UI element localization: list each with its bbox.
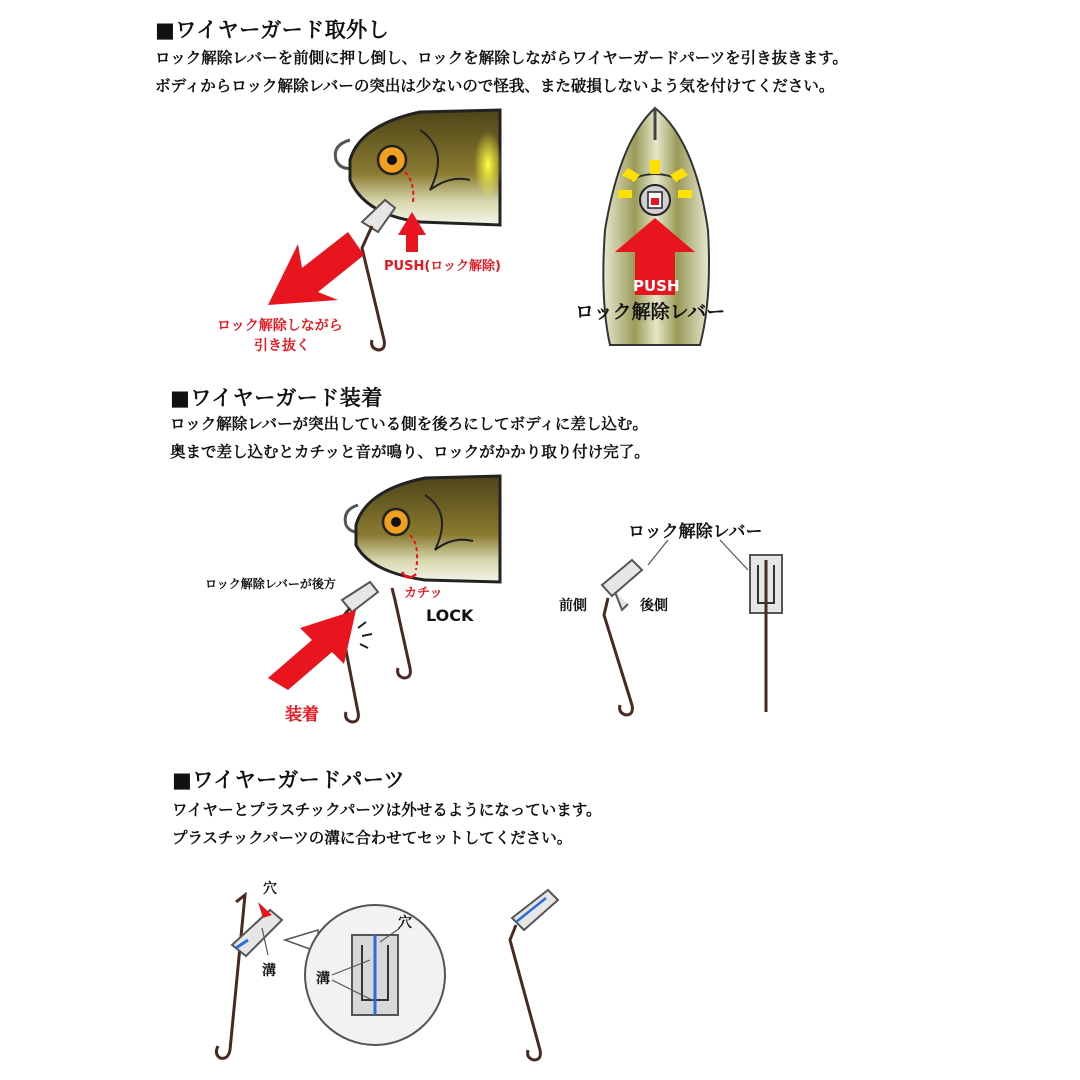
label-pull-while-unlocking-1: ロック解除しながら [217, 318, 343, 334]
label-unlock-lever-big: ロック解除レバー [575, 301, 726, 323]
label-unlock-lever-small: ロック解除レバー [628, 522, 763, 542]
guard-part-side [602, 560, 642, 596]
fish-body-2 [356, 476, 500, 582]
label-groove-1: 溝 [262, 963, 276, 979]
section-title-attach: ■ワイヤーガード装着 [170, 386, 383, 410]
label-lever-behind: ロック解除レバーが後方 [205, 577, 336, 591]
label-hole-2: 穴 [398, 915, 412, 931]
label-rear-side: 後側 [640, 598, 668, 614]
wire-guard [362, 226, 384, 350]
parts-plastic-left [232, 910, 282, 956]
label-pull-while-unlocking-2: 引き抜く [254, 338, 310, 354]
label-lock: LOCK [426, 606, 474, 625]
parts-plastic-right [512, 890, 558, 930]
fish-yellow-glow [474, 131, 502, 199]
leader-line-2 [720, 540, 748, 570]
label-hole-1: 穴 [263, 881, 277, 897]
guard-sides-illustration [602, 540, 782, 715]
attach-arrow [268, 610, 356, 690]
attach-line-1: ロック解除レバーが突出している側を後ろにしてボディに差し込む。 [170, 415, 648, 433]
guard-wire-side [604, 598, 632, 715]
label-click: カチッ [404, 586, 443, 601]
remove-side-illustration [268, 110, 502, 350]
attach-side-illustration [268, 476, 500, 722]
parts-wire-right [510, 925, 540, 1060]
pull-out-arrow [268, 232, 364, 305]
plastic-part-2 [342, 582, 378, 612]
label-push: PUSH [633, 277, 680, 295]
section-title-remove: ■ワイヤーガード取外し [155, 18, 390, 42]
guard-part-tab [615, 592, 628, 610]
lever-red [651, 198, 659, 205]
remove-line-1: ロック解除レバーを前側に押し倒し、ロックを解除しながらワイヤーガードパーツを引き抜きます。 [155, 49, 848, 67]
attach-line-2: 奥まで差し込むとカチッと音が鳴り、ロックがかかり取り付け完了。 [170, 443, 650, 461]
fish-pupil [387, 155, 397, 165]
wire-guard-attached [392, 588, 410, 678]
leader-line-1 [648, 540, 668, 565]
parts-wire-left [216, 895, 245, 1058]
label-front-side: 前側 [559, 598, 587, 614]
label-groove-2: 溝 [316, 971, 330, 987]
remove-line-2: ボディからロック解除レバーの突出は少ないので怪我、また破損しないよう気を付けてください。 [155, 77, 835, 95]
fish-pupil-2 [391, 517, 401, 527]
click-marks [358, 622, 372, 648]
label-push-unlock: PUSH(ロック解除) [384, 259, 501, 274]
parts-line-1: ワイヤーとプラスチックパーツは外せるようになっています。 [172, 801, 602, 819]
parts-line-2: プラスチックパーツの溝に合わせてセットしてください。 [172, 829, 573, 847]
label-attach: 装着 [285, 705, 319, 725]
section-title-parts: ■ワイヤーガードパーツ [172, 768, 406, 792]
